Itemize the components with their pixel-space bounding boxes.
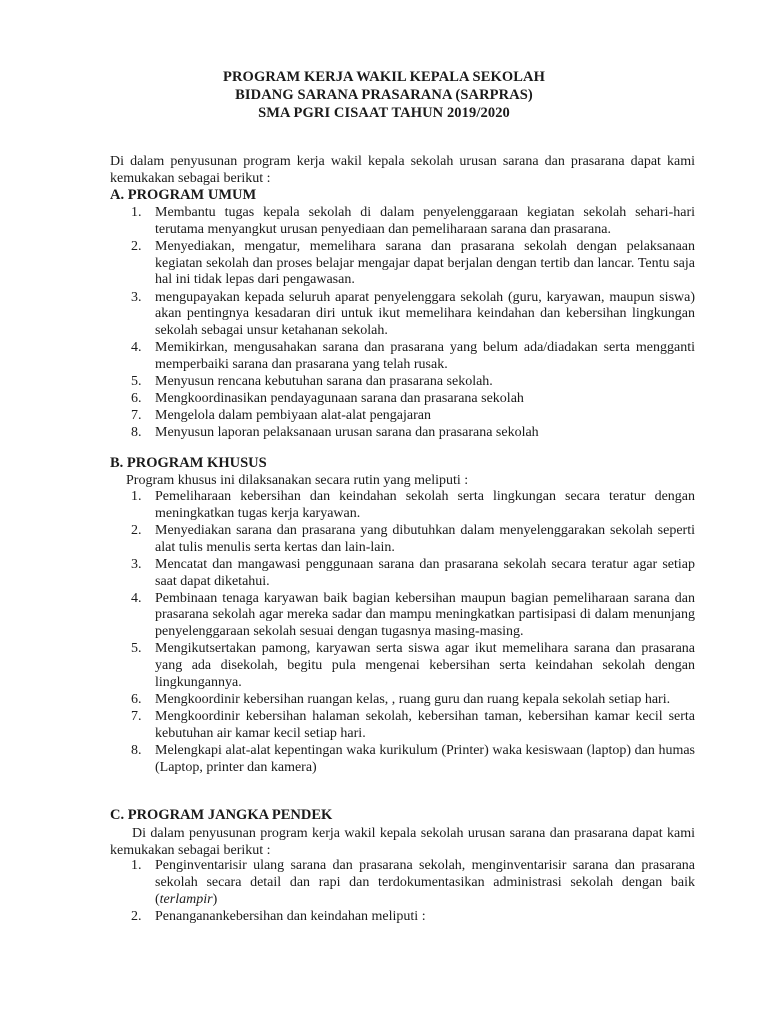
list-item — [110, 391, 695, 408]
section-b-heading: B. PROGRAM KHUSUS — [110, 455, 267, 471]
list-item — [110, 489, 695, 523]
list-item — [110, 523, 695, 557]
item-number: 8. — [131, 743, 142, 759]
item-text: Mengkoordinasikan pendayagunaan sarana dan prasarana sekolah — [155, 391, 524, 407]
list-item — [110, 239, 695, 289]
list-item — [110, 205, 695, 239]
item-number: 1. — [131, 858, 142, 873]
item-number: 7. — [131, 709, 142, 725]
item-text: Melengkapi alat-alat kepentingan waka kurikulum (Printer) waka kesiswaan (laptop) dan humas (Laptop, printer dan kamera) — [155, 743, 695, 775]
section-a-heading: A. PROGRAM UMUM — [110, 187, 257, 203]
item-number: 5. — [131, 641, 142, 657]
item-text: Mengkoordinir kebersihan ruangan kelas, , ruang guru dan ruang kepala sekolah setiap hari. — [155, 692, 671, 708]
item-number: 5. — [131, 374, 142, 390]
item-number: 2. — [131, 908, 142, 924]
item-text: Menyediakan, mengatur, memelihara sarana dan prasarana sekolah dengan pelaksanaan kegiatan sekolah dan proses belajar mengajar dapat berjalan dengan tertib dan lancar. Tentu saja hal ini tidak lepas dari pengawasan. — [155, 238, 695, 288]
item-text-italic: terlampir — [159, 891, 213, 907]
item-number: 8. — [131, 425, 142, 441]
list-item — [110, 709, 695, 743]
list-item — [110, 425, 695, 442]
list-item — [110, 557, 695, 591]
list-item — [110, 340, 695, 374]
item-number: 6. — [131, 692, 142, 708]
list-item — [110, 858, 695, 908]
item-number: 1. — [131, 489, 142, 504]
item-number: 4. — [131, 590, 142, 606]
item-text-end: ) — [212, 891, 218, 907]
list-item — [110, 290, 695, 340]
title-line-2: BIDANG SARANA PRASARANA (SARPRAS) — [235, 87, 533, 103]
item-number: 2. — [131, 238, 142, 254]
item-text: mengupayakan kepada seluruh aparat penyelenggara sekolah (guru, karyawan, maupun siswa) akan pentingnya kesadaran diri untuk ikut memelihara keindahan dan kebersihan lingkungan sekolah sebagai unsur ketahanan sekolah. — [155, 289, 695, 339]
item-text: Memikirkan, mengusahakan sarana dan prasarana yang belum ada/diadakan serta mengganti memperbaiki sarana dan prasarana yang telah rusak. — [155, 340, 695, 373]
section-b-list — [110, 489, 695, 777]
list-item — [110, 408, 695, 425]
item-text: Menyusun laporan pelaksanaan urusan sarana dan prasarana sekolah — [155, 425, 539, 441]
item-text: Mencatat dan mangawasi penggunaan sarana dan prasarana sekolah secara teratur agar setiap saat dapat diketahui. — [155, 556, 695, 589]
item-text: Penginventarisir ulang sarana dan prasarana sekolah, menginventarisir sarana dan prasarana sekolah secara detail dan rapi dan terdokumentasikan administrasi sekolah dengan baik ( — [155, 858, 695, 907]
item-number: 2. — [131, 522, 142, 538]
item-text: Menyusun rencana kebutuhan sarana dan prasarana sekolah. — [155, 374, 493, 390]
list-item — [110, 743, 695, 777]
item-text: Membantu tugas kepala sekolah di dalam penyelenggaraan kegiatan sekolah sehari-hari terutama menyangkut urusan penyediaan dan pemeliharaan sarana dan prasarana. — [155, 205, 695, 237]
title-line-3: SMA PGRI CISAAT TAHUN 2019/2020 — [258, 105, 510, 121]
item-number: 1. — [131, 205, 142, 220]
item-text: Menyediakan sarana dan prasarana yang dibutuhkan dalam menyelenggarakan sekolah seperti alat tulis menulis serta kertas dan lain-lain. — [155, 522, 695, 555]
item-text: Pembinaan tenaga karyawan baik bagian kebersihan maupun bagian pemeliharaan sarana dan prasarana sekolah agar mereka sadar dan mampu meningkatkan partisipasi di dalam menunjang penyelenggaraan sekolah sesuai dengan tugasnya masing-masing. — [155, 590, 695, 640]
list-item — [110, 374, 695, 391]
list-item — [110, 591, 695, 641]
item-text: Mengikutsertakan pamong, karyawan serta siswa agar ikut memelihara sarana dan prasarana yang ada disekolah, begitu pula mengenai kebersihan serta keindahan sekolah dengan lingkungannya. — [155, 641, 695, 690]
section-c-list — [110, 858, 695, 926]
item-text: Penanganankebersihan dan keindahan meliputi : — [155, 908, 426, 924]
section-a-list — [110, 205, 695, 443]
list-item — [110, 692, 695, 709]
item-number: 3. — [131, 289, 142, 305]
section-c-heading: C. PROGRAM JANGKA PENDEK — [110, 807, 333, 823]
list-item — [110, 641, 695, 691]
item-text: Pemeliharaan kebersihan dan keindahan sekolah serta lingkungan secara teratur dengan meningkatkan tugas kerja karyawan. — [155, 489, 695, 521]
item-text: Mengkoordinir kebersihan halaman sekolah, kebersihan taman, kebersihan kamar kecil serta kebutuhan air kamar kecil setiap hari. — [155, 709, 695, 741]
item-number: 3. — [131, 556, 142, 572]
intro-paragraph: Di dalam penyusunan program kerja wakil kepala sekolah urusan sarana dan prasarana dapat kami kemukakan sebagai berikut : — [110, 154, 695, 186]
item-number: 4. — [131, 340, 142, 356]
item-number: 7. — [131, 408, 142, 424]
item-text: Mengelola dalam pembiyaan alat-alat pengajaran — [155, 408, 431, 424]
section-c-intro: Di dalam penyusunan program kerja wakil kepala sekolah urusan sarana dan prasarana dapat kami kemukakan sebagai berikut : — [110, 826, 695, 858]
list-item — [110, 909, 695, 926]
section-b-subintro: Program khusus ini dilaksanakan secara rutin yang meliputi : — [126, 473, 469, 488]
title-line-1: PROGRAM KERJA WAKIL KEPALA SEKOLAH — [223, 69, 545, 85]
item-number: 6. — [131, 391, 142, 407]
